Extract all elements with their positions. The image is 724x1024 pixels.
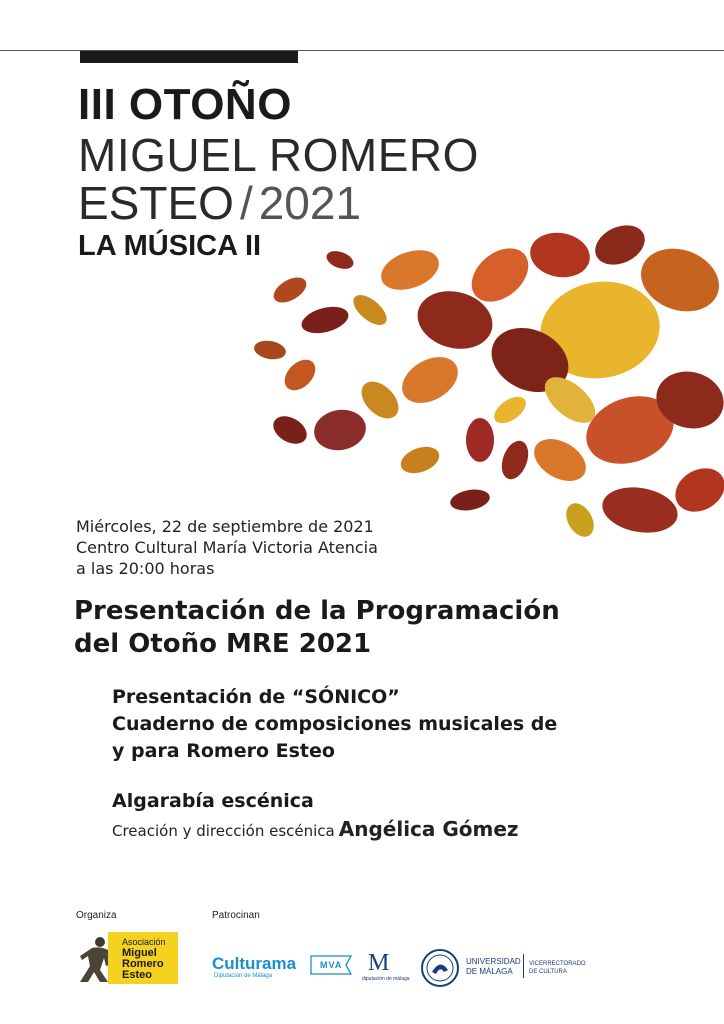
vicerrectorado-line-2: DE CULTURA	[529, 969, 567, 975]
universidad-line-2: DE MÁLAGA	[466, 967, 513, 976]
culturama-logo: Culturama	[212, 954, 297, 973]
event-time: a las 20:00 horas	[76, 559, 215, 578]
algarabia-title: Algarabía escénica	[112, 790, 314, 812]
asociacion-line-4: Esteo	[122, 969, 152, 981]
universidad-line-1: UNIVERSIDAD	[466, 957, 521, 966]
event-date: Miércoles, 22 de septiembre de 2021	[76, 517, 374, 536]
sonico-line-3: y para Romero Esteo	[112, 740, 335, 762]
asociacion-line-3: Romero	[122, 958, 164, 970]
mva-logo-text: MVA	[320, 960, 343, 970]
asociacion-line-1: Asociación	[122, 937, 166, 947]
sonico-line-2: Cuaderno de composiciones musicales de	[112, 713, 558, 735]
program-heading	[74, 595, 560, 661]
sonico-block	[112, 684, 557, 765]
asociacion-logo	[78, 932, 178, 984]
vicerrectorado-line-1: VICERRECTORADO	[529, 961, 586, 967]
sonico-line-1: Presentación de “SÓNICO”	[112, 686, 400, 708]
universidad-seal-icon	[420, 948, 460, 988]
program-heading-line-1: Presentación de la Programación	[74, 596, 560, 626]
title-accent-bar	[80, 51, 298, 63]
leaf-cluster	[253, 218, 724, 542]
credit-label: Creación y dirección escénica	[112, 822, 335, 840]
diputacion-logo-subtitle: diputación de málaga	[362, 976, 410, 982]
title-year: 2021	[258, 177, 362, 229]
subtitle: LA MÚSICA II	[78, 230, 262, 262]
program-heading-line-2: del Otoño MRE 2021	[74, 629, 372, 659]
title-line-1: III OTOÑO	[78, 80, 292, 129]
universidad-divider	[523, 954, 524, 978]
credit-name: Angélica Gómez	[338, 817, 519, 841]
algarabia-credit	[112, 817, 519, 841]
culturama-subtitle: Diputación de Málaga	[214, 973, 273, 979]
vicerrectorado-text	[529, 960, 586, 976]
patrocinan-label: Patrocinan	[212, 910, 260, 921]
title-slash: /	[239, 177, 253, 229]
title-line-2: MIGUEL ROMERO	[78, 129, 479, 181]
autumn-leaves-illustration	[230, 200, 724, 560]
asociacion-line-2: Miguel	[122, 947, 157, 959]
event-venue: Centro Cultural María Victoria Atencia	[76, 538, 378, 557]
organiza-label: Organiza	[76, 910, 117, 921]
universidad-name	[466, 957, 521, 977]
asociacion-text	[122, 937, 166, 981]
event-info	[76, 516, 378, 579]
title-name: ESTEO	[78, 177, 234, 229]
diputacion-logo-mark: M	[368, 950, 390, 976]
